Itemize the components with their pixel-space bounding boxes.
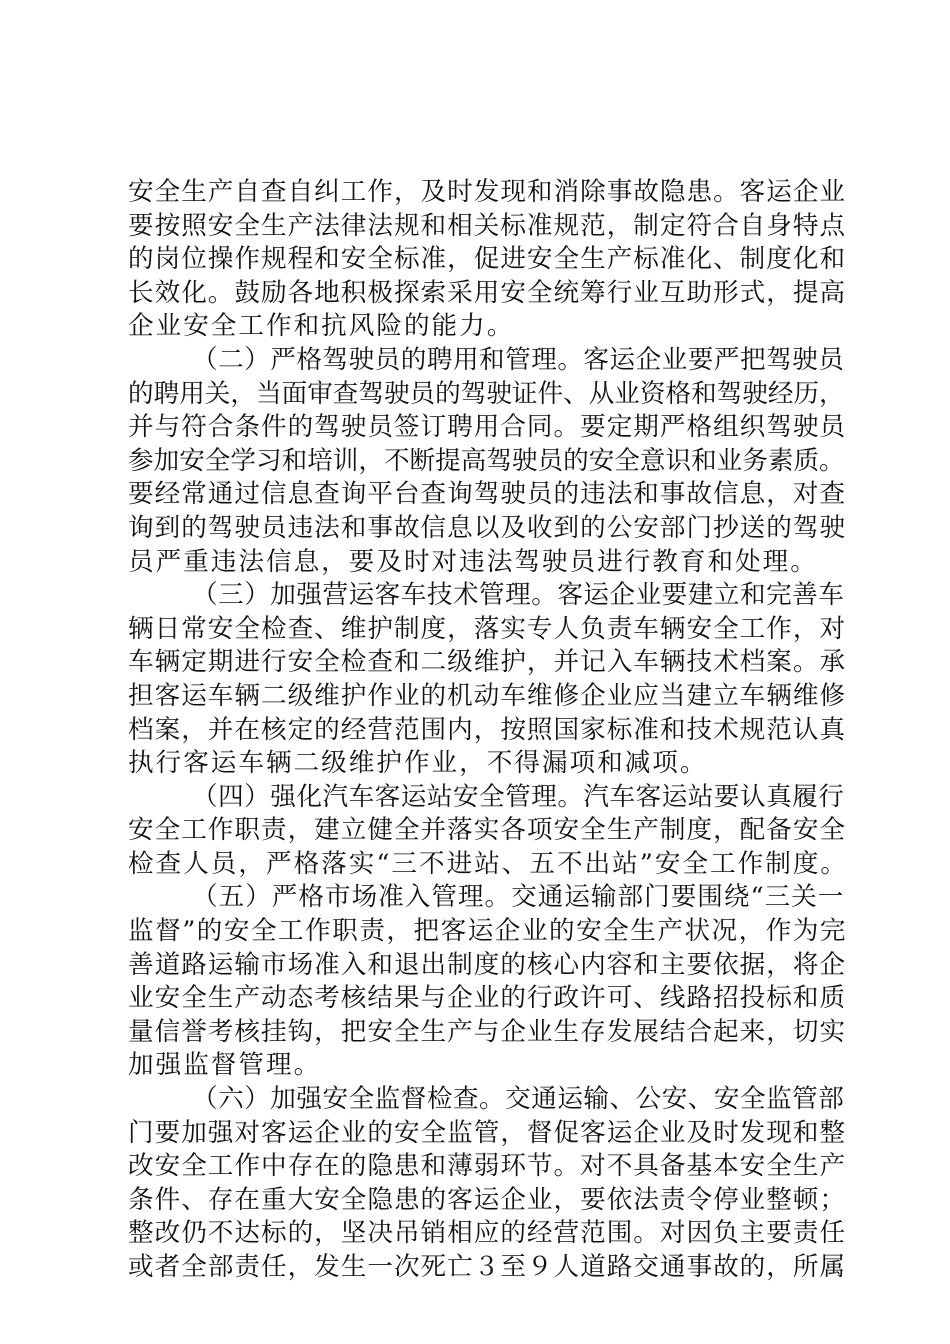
paragraph-first-line: （二）严格驾驶员的聘用和管理。客运企业要严把驾驶员 (192, 344, 845, 375)
paragraph-first-line: （四）强化汽车客运站安全管理。汽车客运站要认真履行 (192, 781, 845, 812)
text-line: 量信誉考核挂钩，把安全生产与企业生存发展结合起来，切实 (128, 1016, 847, 1047)
text-line: 档案，并在核定的经营范围内，按照国家标准和技术规范认真 (128, 714, 847, 745)
text-line: 安全工作职责，建立健全并落实各项安全生产制度，配备安全 (128, 815, 847, 846)
text-line: 加强监督管理。 (128, 1050, 322, 1081)
text-line: 检查人员，严格落实“三不进站、五不出站”安全工作制度。 (128, 848, 849, 879)
text-line: 车辆定期进行安全检查和二级维护，并记入车辆技术档案。承 (128, 647, 847, 678)
paragraph-first-line: （五）严格市场准入管理。交通运输部门要围绕“三关一 (192, 882, 845, 913)
text-line: 整改仍不达标的，坚决吊销相应的经营范围。对因负主要责任 (128, 1218, 847, 1249)
text-line: 要按照安全生产法律法规和相关标准规范，制定符合自身特点 (128, 210, 847, 241)
text-line: 或者全部责任，发生一次死亡３至９人道路交通事故的，所属 (128, 1252, 847, 1282)
text-line: 监督”的安全工作职责，把客运企业的安全生产状况，作为完 (128, 916, 848, 947)
document-body (128, 176, 848, 1285)
text-line: 长效化。鼓励各地积极探索采用安全统筹行业互助形式，提高 (128, 277, 847, 308)
text-line: 担客运车辆二级维护作业的机动车维修企业应当建立车辆维修 (128, 680, 847, 711)
text-line: 询到的驾驶员违法和事故信息以及收到的公安部门抄送的驾驶 (128, 512, 847, 543)
text-line: 并与符合条件的驾驶员签订聘用合同。要定期严格组织驾驶员 (128, 412, 847, 443)
paragraph-first-line: （三）加强营运客车技术管理。客运企业要建立和完善车 (192, 580, 845, 611)
text-line: 员严重违法信息，要及时对违法驾驶员进行教育和处理。 (128, 546, 818, 577)
text-line: 参加安全学习和培训，不断提高驾驶员的安全意识和业务素质。 (128, 445, 845, 476)
text-line: 企业安全工作和抗风险的能力。 (128, 311, 515, 342)
text-line: 条件、存在重大安全隐患的客运企业，要依法责令停业整顿； (128, 1184, 847, 1215)
text-line: 执行客运车辆二级维护作业，不得漏项和减项。 (128, 748, 708, 779)
text-line: 辆日常安全检查、维护制度，落实专人负责车辆安全工作，对 (128, 613, 847, 644)
text-line: 改安全工作中存在的隐患和薄弱环节。对不具备基本安全生产 (128, 1151, 847, 1182)
text-line: 安全生产自查自纠工作，及时发现和消除事故隐患。客运企业 (128, 177, 847, 207)
text-line: 的岗位操作规程和安全标准，促进安全生产标准化、制度化和 (128, 244, 847, 275)
text-line: 善道路运输市场准入和退出制度的核心内容和主要依据，将企 (128, 949, 847, 980)
text-line: 业安全生产动态考核结果与企业的行政许可、线路招投标和质 (128, 983, 847, 1014)
text-line: 门要加强对客运企业的安全监管，督促客运企业及时发现和整 (128, 1117, 847, 1148)
paragraph-first-line: （六）加强安全监督检查。交通运输、公安、安全监管部 (192, 1084, 845, 1115)
text-line: 要经常通过信息查询平台查询驾驶员的违法和事故信息，对查 (128, 479, 847, 510)
text-line: 的聘用关，当面审查驾驶员的驾驶证件、从业资格和驾驶经历， (128, 378, 845, 409)
